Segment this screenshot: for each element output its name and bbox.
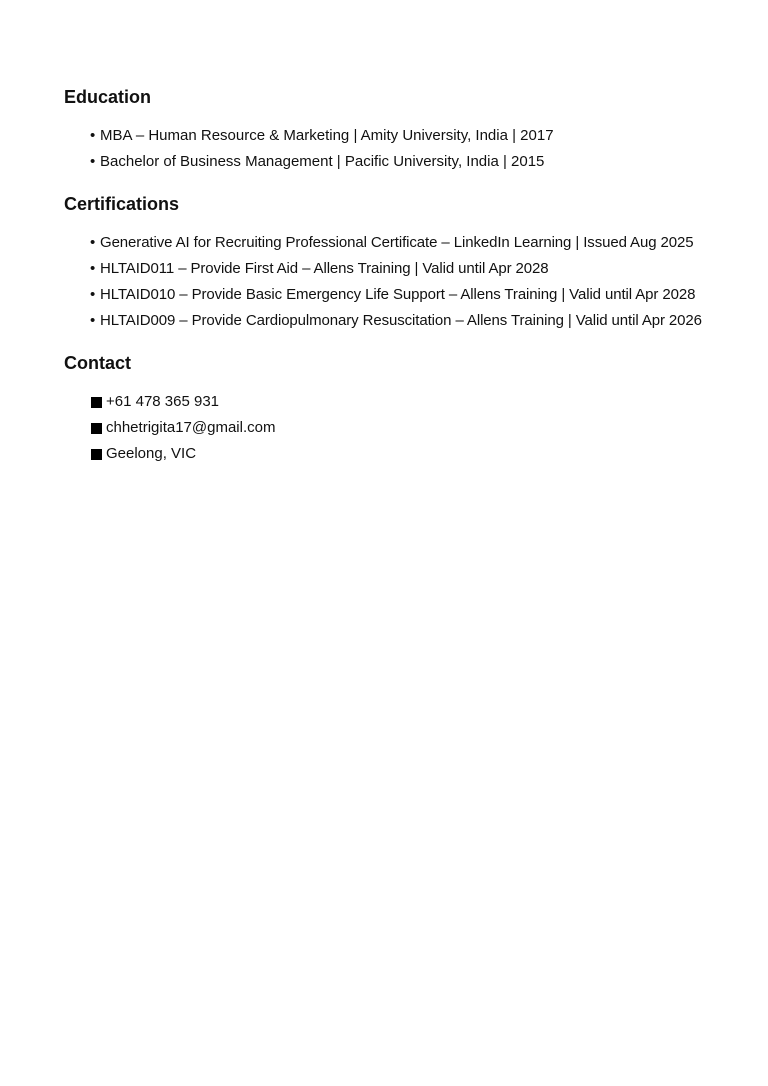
certification-item-text: Generative AI for Recruiting Professional Certificate – LinkedIn Learning | Issued Aug 2025 bbox=[100, 234, 694, 251]
contact-list bbox=[64, 389, 754, 467]
location-text: Geelong, VIC bbox=[106, 445, 197, 462]
list-item bbox=[90, 230, 754, 256]
bullet-icon: • bbox=[90, 286, 96, 303]
education-section bbox=[64, 84, 754, 175]
list-item bbox=[90, 123, 754, 149]
education-item-text: Bachelor of Business Management | Pacific University, India | 2015 bbox=[100, 153, 545, 170]
bullet-icon: • bbox=[90, 234, 96, 251]
phone-icon bbox=[91, 397, 102, 408]
phone-number: +61 478 365 931 bbox=[106, 393, 220, 410]
certifications-heading: Certifications bbox=[64, 194, 180, 214]
education-list bbox=[64, 123, 754, 175]
certification-item-text: HLTAID010 – Provide Basic Emergency Life Support – Allens Training | Valid until Apr 2028 bbox=[100, 286, 696, 303]
contact-item-email bbox=[90, 415, 754, 441]
list-item bbox=[90, 256, 754, 282]
education-heading: Education bbox=[64, 87, 152, 107]
bullet-icon: • bbox=[90, 260, 96, 277]
location-icon bbox=[91, 449, 102, 460]
email-address: chhetrigita17@gmail.com bbox=[106, 419, 276, 436]
list-item bbox=[90, 282, 754, 308]
certification-item-text: HLTAID011 – Provide First Aid – Allens Training | Valid until Apr 2028 bbox=[100, 260, 549, 277]
certifications-section bbox=[64, 191, 754, 334]
list-item bbox=[90, 149, 754, 175]
list-item bbox=[90, 308, 754, 334]
bullet-icon: • bbox=[90, 312, 96, 329]
certifications-list bbox=[64, 230, 754, 334]
contact-item-location bbox=[90, 441, 754, 467]
certification-item-text: HLTAID009 – Provide Cardiopulmonary Resuscitation – Allens Training | Valid until Apr 2026 bbox=[100, 312, 702, 329]
email-icon bbox=[91, 423, 102, 434]
resume-page bbox=[64, 84, 754, 467]
contact-item-phone bbox=[90, 389, 754, 415]
bullet-icon: • bbox=[90, 127, 96, 144]
bullet-icon: • bbox=[90, 153, 96, 170]
education-item-text: MBA – Human Resource & Marketing | Amity University, India | 2017 bbox=[100, 127, 554, 144]
contact-heading: Contact bbox=[64, 353, 131, 373]
contact-section bbox=[64, 350, 754, 467]
